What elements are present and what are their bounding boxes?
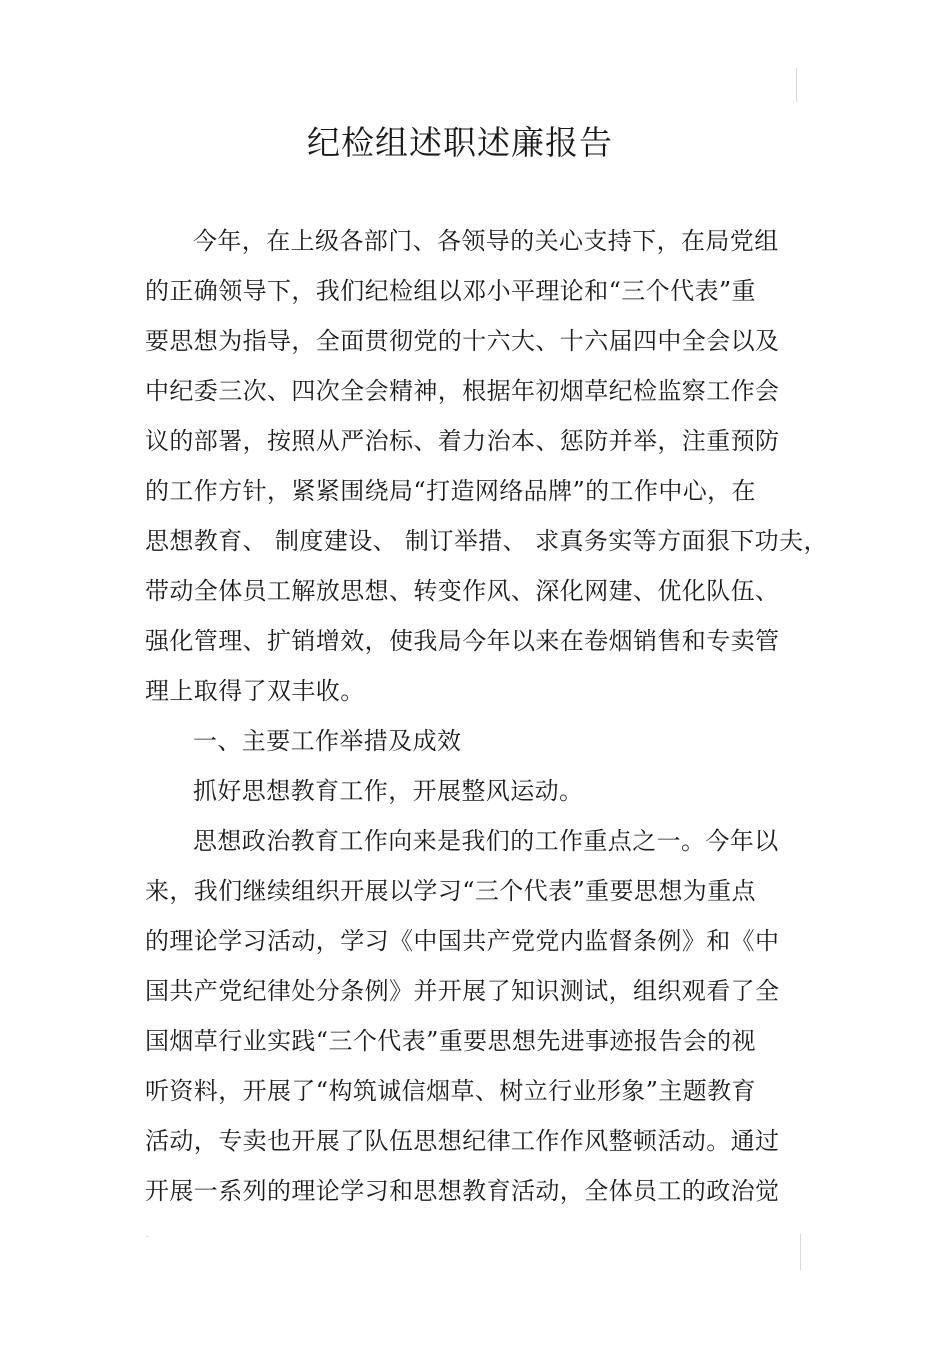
paragraph-line: 要思想为指导，全面贯彻党的十六大、十六届四中全会以及 (145, 327, 780, 355)
paragraph-line: 来，我们继续组织开展以学习“三个代表”重要思想为重点 (145, 877, 756, 905)
page-corner-mark-top (796, 68, 797, 102)
paragraph-line: 听资料，开展了“构筑诚信烟草、树立行业形象”主题教育 (145, 1077, 756, 1105)
paragraph-line: 今年，在上级各部门、各领导的关心支持下，在局党组 (193, 227, 779, 255)
subsection-heading: 抓好思想教育工作，开展整风运动。 (193, 777, 584, 805)
page-corner-dot (146, 1236, 149, 1237)
paragraph-line: 议的部署，按照从严治标、着力治本、惩防并举，注重预防 (145, 427, 780, 455)
paragraph-line: 的理论学习活动，学习《中国共产党党内监督条例》和《中 (145, 927, 780, 955)
paragraph-line: 的正确领导下，我们纪检组以邓小平理论和“三个代表”重 (145, 277, 756, 305)
page-corner-mark-bottom (800, 1234, 801, 1270)
paragraph-line: 活动，专卖也开展了队伍思想纪律工作作风整顿活动。通过 (145, 1127, 780, 1155)
paragraph-line: 中纪委三次、四次全会精神，根据年初烟草纪检监察工作会 (145, 377, 780, 405)
section-heading: 一、主要工作举措及成效 (193, 727, 462, 755)
paragraph-line: 理上取得了双丰收。 (145, 677, 365, 705)
document-title: 纪检组述职述廉报告 (307, 123, 613, 162)
paragraph-line: 国烟草行业实践“三个代表”重要思想先进事迹报告会的视 (145, 1027, 756, 1055)
paragraph-line: 强化管理、扩销增效，使我局今年以来在卷烟销售和专卖管 (145, 627, 780, 655)
paragraph-line: 带动全体员工解放思想、转变作风、深化网建、优化队伍、 (145, 577, 780, 605)
paragraph-line: 思想教育、 制度建设、 制订举措、 求真务实等方面狠下功夫， (145, 527, 828, 555)
paragraph-line: 思想政治教育工作向来是我们的工作重点之一。今年以 (193, 827, 779, 855)
paragraph-line: 开展一系列的理论学习和思想教育活动，全体员工的政治觉 (145, 1177, 780, 1205)
paragraph-line: 的工作方针，紧紧围绕局“打造网络品牌”的工作中心，在 (145, 477, 756, 505)
paragraph-line: 国共产党纪律处分条例》并开展了知识测试，组织观看了全 (145, 977, 780, 1005)
